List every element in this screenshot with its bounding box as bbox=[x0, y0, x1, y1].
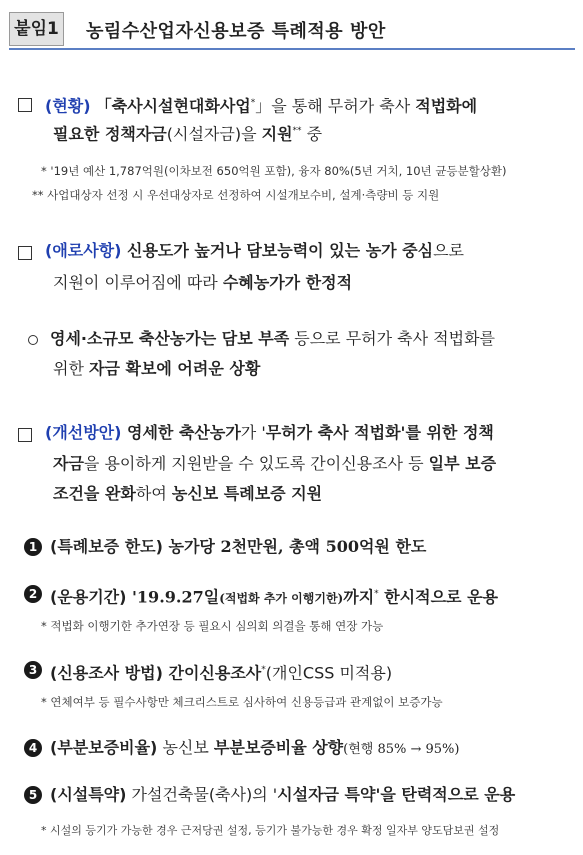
text-run: 지원이 이루어짐에 따라 bbox=[53, 273, 223, 292]
footnote-mark: ** bbox=[292, 126, 302, 136]
text-run: 까지 bbox=[343, 587, 375, 607]
section-difficulties bbox=[45, 240, 464, 262]
title-underline bbox=[9, 48, 575, 50]
item-guarantee-limit bbox=[50, 536, 426, 558]
number-badge: 1 bbox=[24, 538, 42, 556]
footnote: * 연체여부 등 필수사항만 체크리스트로 심사하여 신용등급과 관계없이 보증가능 bbox=[41, 695, 443, 709]
text-run: 필요한 정책자금 bbox=[53, 124, 167, 144]
footnote-mark: * bbox=[250, 98, 256, 108]
section-label: (애로사항) bbox=[45, 241, 122, 260]
text-run: 자금 bbox=[53, 454, 84, 473]
text-run: 간이신용조사 bbox=[162, 663, 262, 683]
text-run: '를 위한 정책 bbox=[400, 423, 494, 442]
text-run: 한시적으로 운용 bbox=[378, 587, 498, 607]
text-run: 가 ' bbox=[240, 423, 266, 442]
text-run: 시설자금 특약 bbox=[277, 785, 376, 804]
text-run: (개인CSS 미적용) bbox=[265, 663, 393, 683]
text-run: '19.9.27일 bbox=[126, 587, 220, 607]
text-run: (적법화 추가 이행기한) bbox=[219, 591, 344, 606]
document-title: 농림수산업자신용보증 특례적용 방안 bbox=[86, 21, 386, 42]
text-run: '을 탄력적으로 운용 bbox=[375, 785, 516, 804]
text-run: 지원 bbox=[261, 124, 293, 144]
text-run: 으로 bbox=[433, 241, 465, 260]
text-run: 영세·소규모 축산농가는 담보 부족 bbox=[50, 329, 290, 348]
footnote-mark: * bbox=[261, 665, 266, 675]
section-improvement-line2 bbox=[53, 453, 496, 475]
text-run: 무허가 축사 적법화 bbox=[265, 423, 401, 442]
bullet-circle bbox=[28, 335, 38, 345]
number-badge: 2 bbox=[24, 585, 42, 603]
subsection-small-farms bbox=[50, 328, 495, 350]
text-run: 신용도가 높거나 담보능력이 있는 농가 중심 bbox=[121, 241, 434, 260]
item-partial-guarantee bbox=[50, 737, 459, 761]
item-label: (특례보증 한도) bbox=[50, 537, 163, 556]
text-run: 하여 bbox=[135, 484, 172, 503]
item-label: (신용조사 방법) bbox=[50, 663, 163, 683]
text-run: 자금 확보에 어려운 상황 bbox=[89, 359, 261, 378]
item-label: (부분보증비율) bbox=[50, 738, 158, 757]
item-label: (운용기간) bbox=[50, 587, 127, 607]
section-improvement-line3 bbox=[53, 483, 322, 505]
footnote-mark: * bbox=[374, 589, 379, 599]
text-run: 영세한 축산농가 bbox=[121, 423, 241, 442]
text-run: 조건을 완화 bbox=[53, 484, 136, 503]
section-difficulties-line2 bbox=[53, 272, 352, 294]
footnote: * 시설의 등기가 가능한 경우 근저당권 설정, 등기가 불가능한 경우 확정 일자부 양도담보권 설정 bbox=[41, 824, 500, 837]
text-run: 부분보증비율 상향 bbox=[213, 738, 344, 757]
text-run: 등으로 무허가 축사 적법화를 bbox=[289, 329, 496, 348]
item-operation-period bbox=[50, 583, 498, 609]
section-current bbox=[45, 92, 477, 117]
attachment-tag: 붙임1 bbox=[9, 12, 64, 46]
text-run: 위한 bbox=[53, 359, 89, 378]
bullet-square bbox=[18, 428, 32, 442]
text-run: 농신보 특례보증 지원 bbox=[171, 484, 323, 503]
text-run: 」을 통해 무허가 축사 bbox=[255, 96, 416, 116]
text-run: 가설건축물(축사)의 ' bbox=[126, 785, 278, 804]
text-run: 을 용이하게 지원받을 수 있도록 간이신용조사 등 bbox=[83, 454, 429, 473]
text-run: 을 bbox=[241, 124, 262, 144]
number-badge: 3 bbox=[24, 661, 42, 679]
text-run: 농신보 bbox=[157, 738, 214, 757]
number-badge: 5 bbox=[24, 786, 42, 804]
text-run: 수혜농가가 한정적 bbox=[222, 273, 353, 292]
footnote: ** 사업대상자 선정 시 우선대상자로 선정하여 시설개보수비, 설계·측량비 등 지원 bbox=[32, 188, 440, 202]
text-run: (현행 85% → 95%) bbox=[343, 742, 460, 757]
section-label: (개선방안) bbox=[45, 423, 122, 442]
text-run: 「축사시설현대화사업 bbox=[95, 96, 251, 116]
section-current-line2 bbox=[53, 120, 322, 145]
text-run: (시설자금) bbox=[166, 124, 242, 144]
bullet-square bbox=[18, 246, 32, 260]
section-label: (현황) bbox=[45, 96, 91, 116]
subsection-small-farms-line2 bbox=[53, 358, 260, 380]
footnote: * 적법화 이행기한 추가연장 등 필요시 심의회 의결을 통해 연장 가능 bbox=[41, 619, 384, 633]
item-facility-special bbox=[50, 784, 515, 806]
number-badge: 4 bbox=[24, 739, 42, 757]
text-run: 일부 보증 bbox=[428, 454, 497, 473]
text-run: 농가당 2천만원, 총액 500억원 한도 bbox=[162, 537, 427, 556]
text-run: 적법화에 bbox=[415, 96, 478, 116]
footnote: * '19년 예산 1,787억원(이차보전 650억원 포함), 융자 80%(5년 거치, 10년 균등분할상환) bbox=[41, 164, 507, 178]
item-credit-check bbox=[50, 659, 392, 684]
item-label: (시설특약) bbox=[50, 785, 127, 804]
text-run: 중 bbox=[301, 124, 323, 144]
section-improvement bbox=[45, 422, 494, 444]
bullet-square bbox=[18, 98, 32, 112]
